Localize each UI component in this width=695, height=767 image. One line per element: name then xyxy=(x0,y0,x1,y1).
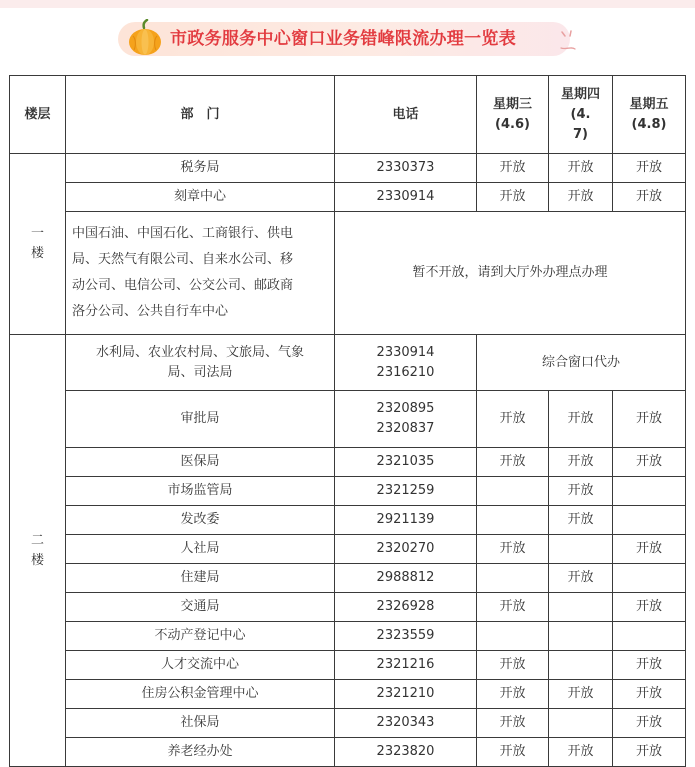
status-fri: 开放 xyxy=(613,593,686,622)
status-wed xyxy=(477,506,549,535)
table-row xyxy=(10,154,686,183)
table-row xyxy=(10,651,686,680)
header-dept: 部 门 xyxy=(66,76,335,154)
header-fri-day: 星期五 xyxy=(629,96,669,112)
utility-note: 暂不开放，请到大厅外办理点办理 xyxy=(335,212,686,335)
status-thu: 开放 xyxy=(549,154,613,183)
dept-name: 医保局 xyxy=(66,448,335,477)
page-title: 市政务服务中心窗口业务错峰限流办理一览表 xyxy=(170,29,516,49)
header-phone: 电话 xyxy=(335,76,477,154)
top-strip xyxy=(0,0,695,8)
status-fri xyxy=(613,506,686,535)
combined-phones xyxy=(335,335,477,391)
table-row xyxy=(10,506,686,535)
status-thu: 开放 xyxy=(549,564,613,593)
status-fri xyxy=(613,477,686,506)
dept-name: 人才交流中心 xyxy=(66,651,335,680)
table-row xyxy=(10,391,686,448)
combined-dept xyxy=(66,335,335,391)
header-wed-date: (4.6) xyxy=(495,116,530,132)
table-row xyxy=(10,183,686,212)
status-thu xyxy=(549,651,613,680)
header-thu-date-b: 7) xyxy=(573,126,588,142)
phone-number: 2326928 xyxy=(335,593,477,622)
status-wed: 开放 xyxy=(477,738,549,767)
phone-number: 2321216 xyxy=(335,651,477,680)
dept-name: 养老经办处 xyxy=(66,738,335,767)
phone-number: 2321210 xyxy=(335,680,477,709)
status-thu: 开放 xyxy=(549,448,613,477)
dept-name: 交通局 xyxy=(66,593,335,622)
table-row xyxy=(10,680,686,709)
header-wednesday xyxy=(477,76,549,154)
utility-line: 中国石油、中国石化、工商银行、供电 xyxy=(72,226,294,241)
phone-number: 2320895 xyxy=(376,401,435,416)
phone-number: 2323559 xyxy=(335,622,477,651)
status-fri: 开放 xyxy=(613,535,686,564)
table-row xyxy=(10,335,686,391)
phone-number: 2320837 xyxy=(376,421,435,436)
status-wed: 开放 xyxy=(477,183,549,212)
status-wed: 开放 xyxy=(477,593,549,622)
dept-name: 发改委 xyxy=(66,506,335,535)
status-wed: 开放 xyxy=(477,535,549,564)
status-wed: 开放 xyxy=(477,391,549,448)
combined-dept-line: 水利局、农业农村局、文旅局、气象 xyxy=(95,344,304,360)
pumpkin-icon xyxy=(127,19,163,57)
status-wed: 开放 xyxy=(477,154,549,183)
utility-line: 局、天然气有限公司、自来水公司、移 xyxy=(72,252,294,267)
floor-2-label-b: 楼 xyxy=(30,552,44,568)
status-wed: 开放 xyxy=(477,448,549,477)
phone-number: 2921139 xyxy=(335,506,477,535)
status-fri: 开放 xyxy=(613,183,686,212)
status-fri: 开放 xyxy=(613,448,686,477)
header-floor: 楼层 xyxy=(10,76,66,154)
dept-name: 社保局 xyxy=(66,709,335,738)
floor-2-label-a: 二 xyxy=(30,532,44,548)
utility-line: 动公司、电信公司、公交公司、邮政商 xyxy=(72,278,294,293)
status-thu: 开放 xyxy=(549,391,613,448)
table-row xyxy=(10,593,686,622)
utility-dept-list xyxy=(66,212,335,335)
combined-note: 综合窗口代办 xyxy=(477,335,686,391)
status-thu xyxy=(549,622,613,651)
table-row xyxy=(10,738,686,767)
table-row xyxy=(10,709,686,738)
dept-name: 住房公积金管理中心 xyxy=(66,680,335,709)
header-wed-day: 星期三 xyxy=(492,96,532,112)
table-row xyxy=(10,535,686,564)
floor-1-label-b: 楼 xyxy=(30,246,44,261)
table-row xyxy=(10,477,686,506)
phone-number: 2330373 xyxy=(335,154,477,183)
dept-name: 刻章中心 xyxy=(66,183,335,212)
phone-number: 2988812 xyxy=(335,564,477,593)
status-thu: 开放 xyxy=(549,680,613,709)
status-thu xyxy=(549,593,613,622)
status-fri: 开放 xyxy=(613,738,686,767)
header-friday xyxy=(613,76,686,154)
dept-name: 人社局 xyxy=(66,535,335,564)
status-thu xyxy=(549,709,613,738)
phone-number: 2321035 xyxy=(335,448,477,477)
phone-number: 2330914 xyxy=(376,344,435,360)
status-wed xyxy=(477,622,549,651)
phone-number: 2323820 xyxy=(335,738,477,767)
status-thu xyxy=(549,535,613,564)
status-thu: 开放 xyxy=(549,506,613,535)
dept-name: 不动产登记中心 xyxy=(66,622,335,651)
table-row xyxy=(10,212,686,335)
status-thu: 开放 xyxy=(549,477,613,506)
floor-1-label-a: 一 xyxy=(30,226,44,241)
sparkle-icon xyxy=(558,30,578,54)
table-row xyxy=(10,622,686,651)
status-fri: 开放 xyxy=(613,154,686,183)
combined-dept-line: 局、司法局 xyxy=(167,364,233,380)
header-fri-date: (4.8) xyxy=(631,116,667,132)
status-fri: 开放 xyxy=(613,709,686,738)
status-fri: 开放 xyxy=(613,391,686,448)
status-fri xyxy=(613,622,686,651)
header-row xyxy=(10,76,686,154)
status-fri xyxy=(613,564,686,593)
status-thu: 开放 xyxy=(549,183,613,212)
phone-number: 2321259 xyxy=(335,477,477,506)
dept-name: 市场监管局 xyxy=(66,477,335,506)
table-row xyxy=(10,448,686,477)
header-thu-day: 星期四 xyxy=(560,86,600,102)
table-row xyxy=(10,564,686,593)
phone-number: 2316210 xyxy=(376,364,435,380)
phone-number: 2320343 xyxy=(335,709,477,738)
status-fri: 开放 xyxy=(613,680,686,709)
dept-name: 审批局 xyxy=(66,391,335,448)
header-thu-date-a: (4. xyxy=(570,106,591,122)
status-wed xyxy=(477,477,549,506)
status-wed: 开放 xyxy=(477,651,549,680)
header-thursday xyxy=(549,76,613,154)
status-wed: 开放 xyxy=(477,709,549,738)
status-wed: 开放 xyxy=(477,680,549,709)
floor-2-label xyxy=(10,335,66,767)
dept-name: 住建局 xyxy=(66,564,335,593)
utility-line: 洛分公司、公共自行车中心 xyxy=(72,304,229,319)
phone-number: 2330914 xyxy=(335,183,477,212)
status-wed xyxy=(477,564,549,593)
status-thu: 开放 xyxy=(549,738,613,767)
schedule-table xyxy=(9,75,686,767)
phone-number: 2320270 xyxy=(335,535,477,564)
floor-1-label xyxy=(10,154,66,335)
status-fri: 开放 xyxy=(613,651,686,680)
dept-name: 税务局 xyxy=(66,154,335,183)
phone-cell xyxy=(335,391,477,448)
